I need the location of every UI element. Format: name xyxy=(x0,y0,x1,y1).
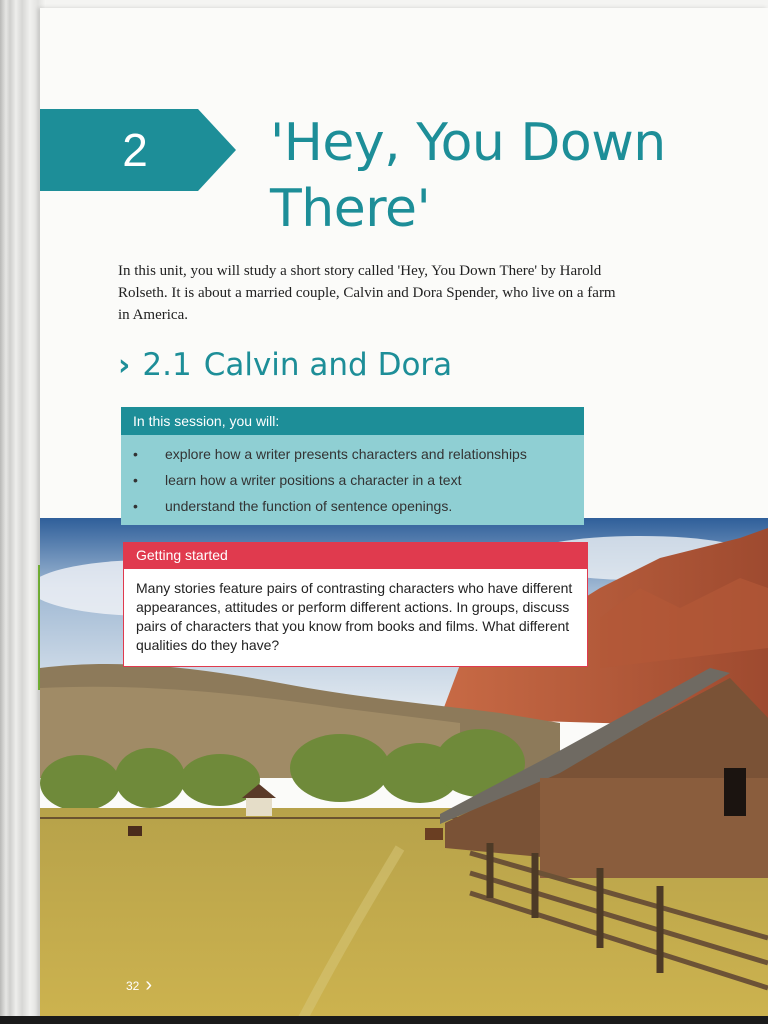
page-number xyxy=(126,974,152,997)
section-number: 2.1 xyxy=(142,347,192,383)
getting-started-text: Many stories feature pairs of contrasting characters who have different appearances, attitudes or perform different actions. In groups, discuss pairs of characters that you know from books and films. What different qualities do they have? xyxy=(136,580,573,653)
session-objectives-list xyxy=(121,441,584,519)
intro-paragraph: In this unit, you will study a short story called 'Hey, You Down There' by Harold Rolseth. It is about a married couple, Calvin and Dora Spender, who live on a farm in America. xyxy=(118,263,616,323)
session-objectives-box xyxy=(121,407,584,525)
getting-started-heading: Getting started xyxy=(124,542,587,569)
section-heading xyxy=(118,342,452,388)
chevron-right-icon: › xyxy=(145,974,153,996)
unit-number: 2 xyxy=(122,124,148,176)
list-item: • explore how a writer presents characters and relationships xyxy=(121,441,584,467)
bullet-icon: • xyxy=(133,446,138,462)
list-item: • understand the function of sentence openings. xyxy=(121,493,584,519)
bullet-icon: • xyxy=(133,472,138,488)
unit-title: 'Hey, You Down There' xyxy=(270,113,666,239)
chevron-right-icon: › xyxy=(118,347,131,383)
page-bottom-shadow xyxy=(0,1016,768,1024)
bullet-icon: • xyxy=(133,498,138,514)
book-page xyxy=(40,8,768,1024)
unit-number-tag xyxy=(40,109,236,191)
getting-started-box xyxy=(123,542,588,667)
page-number-label: 32 xyxy=(126,978,140,993)
list-item: • learn how a writer positions a character in a text xyxy=(121,467,584,493)
section-title: Calvin and Dora xyxy=(203,347,453,383)
session-objectives-heading: In this session, you will: xyxy=(121,407,584,435)
